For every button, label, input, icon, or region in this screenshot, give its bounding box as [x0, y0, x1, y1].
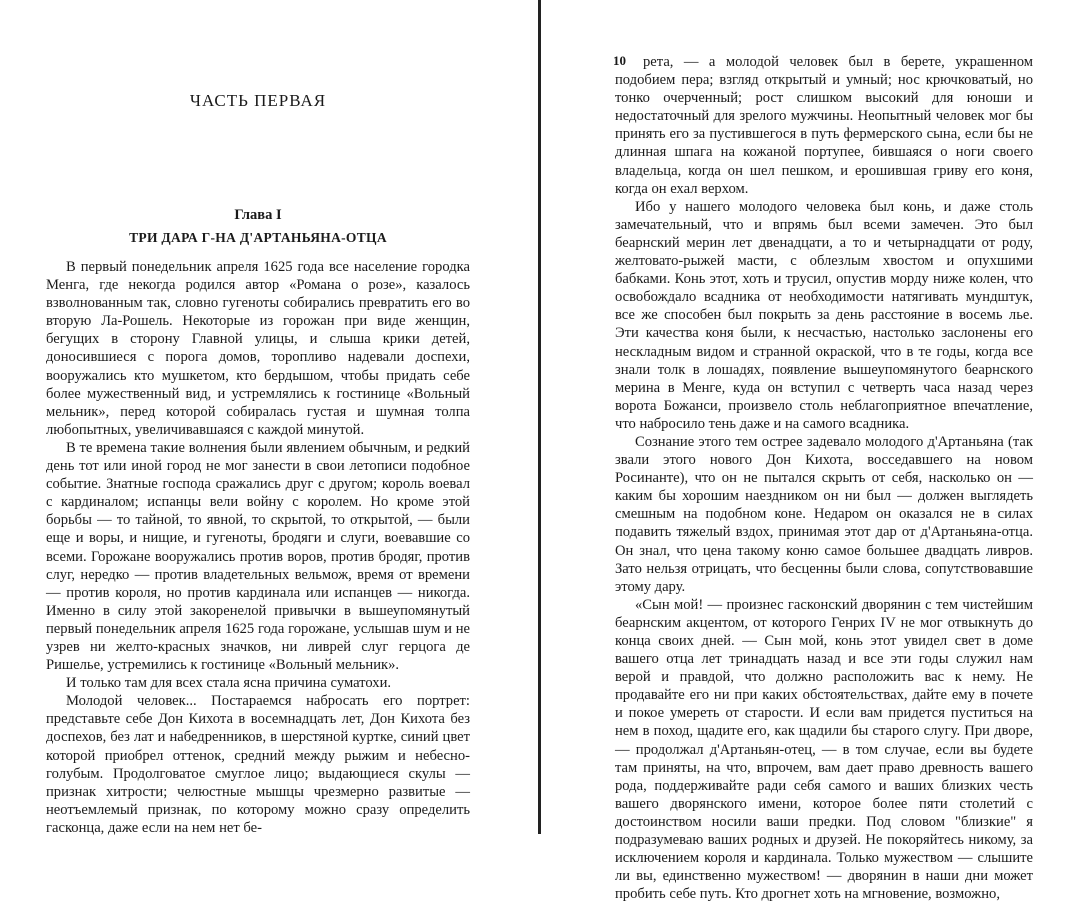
left-page: [0, 0, 538, 834]
right-page: [541, 0, 1078, 903]
chapter-title: Глава I: [234, 207, 282, 223]
paragraph: Ибо у нашего молодого человека был конь, и даже столь замечательный, что и впрямь был всеми замечен. Это был беарнский мерин лет двенадцати, а то и четырнадцати от роду, желтовато-рыжей масти, с облезлым хвостом и опухшими бабками. Конь этот, хоть и трусил, опустив морду ниже колен, что освобождало всадника от необходимости натягивать мундштук, все же способен был покрыть за день расстояние в восемь лье. Эти качества коня были, к несчастью, настолько заслонены его нескладным видом и странной окраской, что в те годы, когда все знали толк в лошадях, появление вышеупомянутого беарнского мерина в Менге, куда он вступил с четверть часа назад через ворота Божанси, произвело столь неблагоприятное впечатление, что набросило тень даже и на самого всадника.: [615, 198, 1033, 432]
paragraph: В те времена такие волнения были явлением обычным, и редкий день тот или иной город не мог занести в свои летописи подобное событие. Знатные господа сражались друг с другом; король воевал с кардиналом; испанцы вели войну с королем. Но кроме этой борьбы — то тайной, то явной, то скрытой, то открытой, — были еще и воры, и нищие, и гугеноты, бродяги и слуги, воевавшие со всеми. Горожане вооружались против воров, против бродяг, против слуг, нередко — против владетельных вельмож, время от времени — против короля, но против кардинала или испанцев — никогда. Именно в силу этой закоренелой привычки в вышеупомянутый первый понедельник апреля 1625 года горожане, услышав шум и не узрев ни желто-красных значков, ни ливрей слуг герцога де Ришелье, устремились к гостинице «Вольный мельник».: [46, 439, 470, 674]
right-page-text: [615, 53, 1033, 903]
paragraph: В первый понедельник апреля 1625 года все население городка Менга, где некогда родился автор «Романа о розе», казалось взволнованным так, словно гугеноты собирались превратить его во вторую Ла-Рошель. Некоторые из горожан при виде женщин, бегущих в сторону Главной улицы, и слыша крики детей, доносившиеся с порога домов, торопливо надевали доспехи, вооружались кто мушкетом, кто бердышом, чтобы придать себе более мужественный вид, и устремлялись к гостинице «Вольный мельник», перед которой собиралась густая и шумная толпа любопытных, увеличивавшаяся с каждой минутой.: [46, 259, 470, 438]
paragraph: Сознание этого тем острее задевало молодого д'Артаньяна (так звали этого нового Дон Кихота, восседавшего на новом Росинанте), что он не пытался скрыть от себя, насколько он — каким бы хорошим наездником он ни был — должен выглядеть смешным на подобном коне. Недаром он оказался не в силах подавить тяжелый вздох, принимая этот дар от д'Артаньяна-отца. Он знал, что цена такому коню самое большее двадцать ливров. Зато нельзя отрицать, что бесценны были слова, сопутствовавшие этому дару.: [615, 433, 1033, 595]
paragraph: И только там для всех стала ясна причина суматохи.: [66, 675, 392, 692]
chapter-subtitle: ТРИ ДАРА Г-НА Д'АРТАНЬЯНА-ОТЦА: [129, 230, 387, 245]
part-title: ЧАСТЬ ПЕРВАЯ: [189, 91, 327, 110]
paragraph: рета, — а молодой человек был в берете, украшенном подобием пера; взгляд открытый и умный; нос крючковатый, но тонко очерченный; рост слишком высокий для юноши и недостаточный для зрелого мужчины. Неопытный человек мог бы принять его за пустившегося в путь фермерского сына, если бы не длинная шпага на кожаной портупее, бившаяся о ноги своего владельца, когда он шел пешком, и ерошившая гриву его коня, когда он ехал верхом.: [615, 54, 1033, 197]
paragraph: Молодой человек... Постараемся набросать его портрет: представьте себе Дон Кихота в восемнадцать лет, Дон Кихота без доспехов, без лат и набедренников, в шерстяной куртке, синий цвет которой приобрел оттенок, средний между рыжим и небесно-голубым. Продолговатое смуглое лицо; выдающиеся скулы — признак хитрости; челюстные мышцы чрезмерно развитые — неотъемлемый признак, по которому можно сразу определить гасконца, даже если на нем нет бе-: [46, 693, 470, 836]
paragraph: «Сын мой! — произнес гасконский дворянин с тем чистейшим беарнским акцентом, от которого Генрих IV не мог отвыкнуть до конца своих дней. — Сын мой, конь этот увидел свет в доме вашего отца лет тринадцать назад и все эти годы служил нам верой и правдой, что должно расположить вас к нему. Не продавайте его ни при каких обстоятельствах, дайте ему в почете и покое умереть от старости. И если вам придется пуститься на нем в поход, щадите его, как щадили бы старого слугу. При дворе, — продолжал д'Артаньян-отец, — в том случае, если вы будете там приняты, на что, впрочем, вам дает право древность вашего рода, поддерживайте ради себя самого и ваших близких честь вашего дворянского имени, которое более пяти столетий с достоинством носили ваши предки. Под словом "близкие" я подразумеваю ваших родных и друзей. Не покоряйтесь никому, за исключением короля и кардинала. Только мужеством — слышите ли вы, единственно мужеством! — дворянин в наши дни может пробить себе путь. Кто дрогнет хоть на мгновение, возможно,: [615, 596, 1033, 903]
left-page-text: [46, 258, 470, 837]
page-number: 10: [613, 53, 626, 68]
